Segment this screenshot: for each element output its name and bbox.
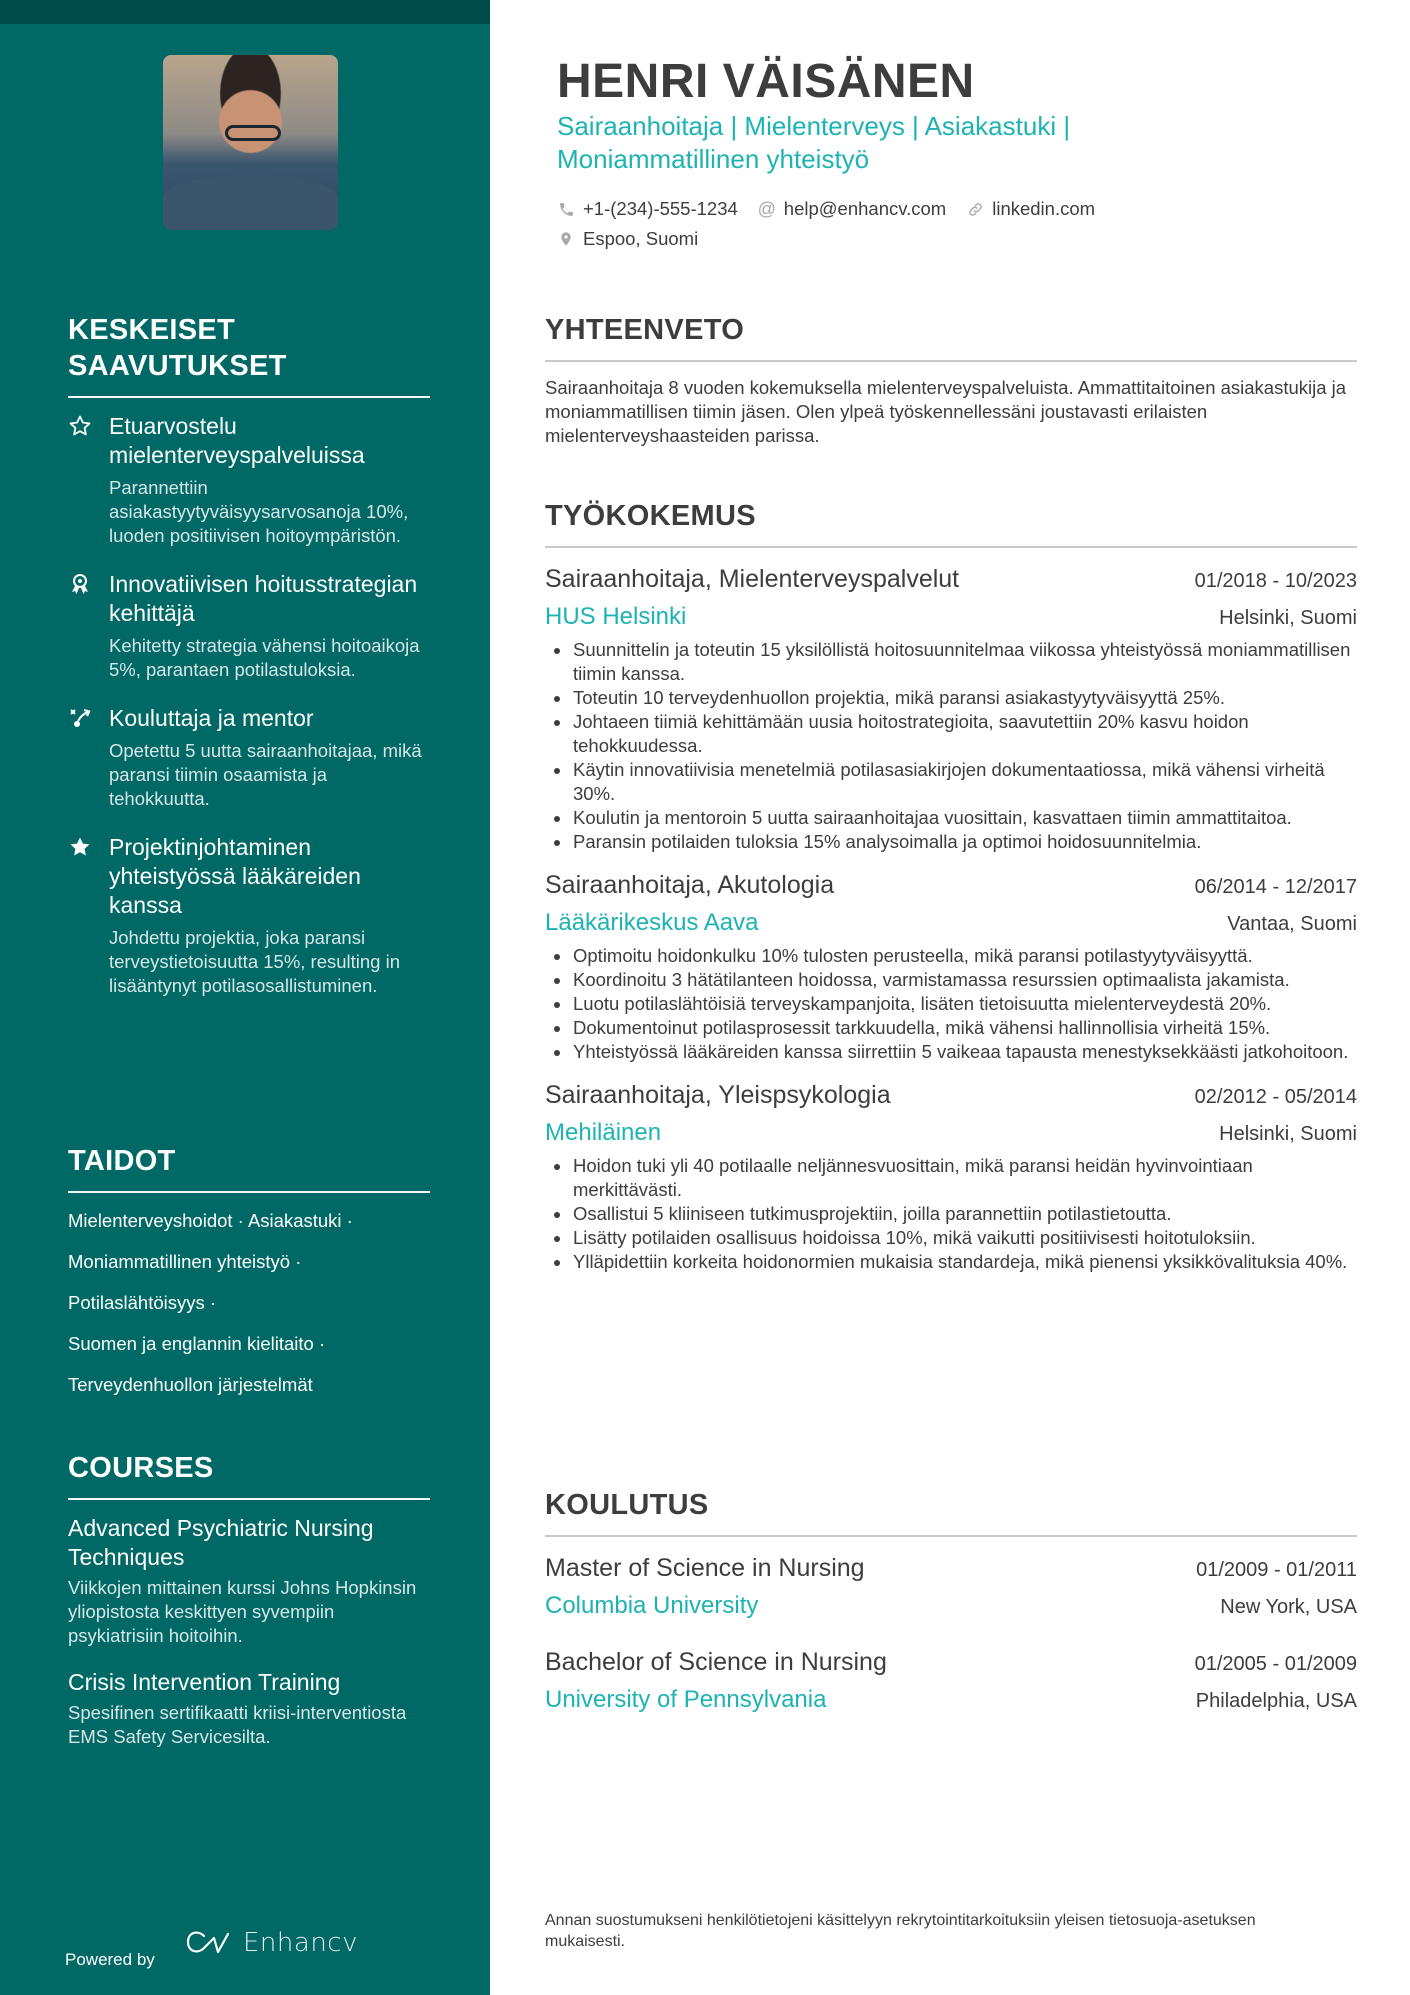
achievement-title: Projektinjohtaminen yhteistyössä lääkäreiden kanssa (109, 834, 361, 918)
achievement-title: Kouluttaja ja mentor (109, 705, 314, 731)
education-title: KOULUTUS (545, 1489, 709, 1521)
achievement-item (68, 570, 430, 682)
map-pin-icon (557, 230, 575, 248)
award-medal-icon (68, 572, 92, 596)
job-bullet: Dokumentoinut potilasprosessit tarkkuudella, mikä vähensi hallinnollisia virheitä 15%. (545, 1016, 1357, 1040)
skill-line: Moniammatillinen yhteistyö · (68, 1251, 302, 1272)
divider (545, 360, 1357, 362)
job-bullets (545, 638, 1357, 854)
location-contact (557, 228, 698, 250)
divider (68, 1191, 430, 1193)
skill-line: Potilaslähtöisyys · (68, 1292, 217, 1313)
job-company: Lääkärikeskus Aava (545, 909, 759, 936)
job-company: HUS Helsinki (545, 603, 687, 630)
job-bullet: Paransin potilaiden tuloksia 15% analysoimalla ja optimoi hoidosuunnitelmia. (545, 830, 1357, 854)
summary-title: YHTEENVETO (545, 314, 745, 346)
job-location: Helsinki, Suomi (1219, 607, 1357, 629)
courses-section (68, 1450, 430, 1769)
achievement-desc: Johdettu projektia, joka paransi terveystietoisuutta 15%, resulting in lisääntynyt potilasosallistuminen. (109, 927, 401, 996)
phone-icon (557, 200, 575, 218)
email-text: help@enhancv.com (783, 198, 947, 219)
skills-section (68, 1143, 430, 1414)
enhancv-logo-text[interactable]: Enhancv (243, 1928, 358, 1958)
profile-photo (163, 55, 338, 230)
link-icon (966, 200, 984, 218)
course-desc: Viikkojen mittainen kurssi Johns Hopkinsin yliopistosta keskittyen syvempiin psykiatrisiin hoitoihin. (68, 1577, 417, 1646)
education-entry (545, 1645, 1357, 1717)
phone-text: +1-(234)-555-1234 (583, 198, 738, 219)
achievement-title: Etuarvostelu mielenterveyspalveluissa (109, 413, 365, 468)
skill-line: Terveydenhuollon järjestelmät (68, 1374, 313, 1395)
job-bullet: Lisätty potilaiden osallisuus hoidoissa 10%, mikä vaikutti positiivisesti hoitotuloksiin. (545, 1226, 1357, 1250)
photo-shirt (163, 175, 338, 230)
sidebar-top-band (0, 0, 490, 24)
enhancv-logo-icon[interactable] (184, 1928, 232, 1956)
course-item (68, 1668, 430, 1749)
divider (68, 396, 430, 398)
job-dates: 02/2012 - 05/2014 (1194, 1086, 1357, 1108)
job-entry (545, 562, 1357, 854)
experience-title: TYÖKOKEMUS (545, 500, 756, 532)
star-outline-icon (68, 414, 92, 438)
education-location: New York, USA (1220, 1596, 1357, 1618)
summary-section (545, 312, 1357, 448)
job-title: Sairaanhoitaja, Yleispsykologia (545, 1081, 891, 1109)
education-location: Philadelphia, USA (1195, 1690, 1357, 1712)
job-location: Vantaa, Suomi (1227, 913, 1357, 935)
phone-contact[interactable] (557, 198, 738, 220)
achievement-item (68, 412, 430, 548)
powered-by-label: Powered by (65, 1950, 155, 1969)
at-sign-icon: @ (757, 198, 776, 219)
summary-text: Sairaanhoitaja 8 vuoden kokemuksella mielenterveyspalveluista. Ammattitaitoinen asiakastukija ja moniammatillisen tiimin jäsen. Olen ylpeä työskennellessäni joustavasti erilaisten mielenterveyshaasteiden parissa. (545, 377, 1347, 446)
star-filled-icon (68, 835, 92, 859)
school: University of Pennsylvania (545, 1686, 827, 1713)
course-title: Advanced Psychiatric Nursing Techniques (68, 1515, 374, 1570)
candidate-name: HENRI VÄISÄNEN (557, 55, 975, 108)
achievement-title: Innovatiivisen hoitusstrategian kehittäjä (109, 571, 418, 626)
achievement-item (68, 833, 430, 998)
job-location: Helsinki, Suomi (1219, 1123, 1357, 1145)
job-bullet: Johtaeen tiimiä kehittämään uusia hoitostrategioita, saavutettiin 20% kasvu hoidon tehokkuudessa. (545, 710, 1357, 758)
course-item (68, 1514, 430, 1648)
achievement-desc: Opetettu 5 uutta sairaanhoitajaa, mikä paransi tiimin osaamista ja tehokkuutta. (109, 740, 422, 809)
achievement-item (68, 704, 430, 811)
candidate-headline: Sairaanhoitaja | Mielenterveys | Asiakastuki | Moniammatillinen yhteistyö (557, 111, 1071, 174)
location-text: Espoo, Suomi (583, 228, 699, 249)
job-list (545, 562, 1357, 1274)
achievements-title: KESKEISET SAAVUTUKSET (68, 314, 287, 382)
education-entry (545, 1551, 1357, 1623)
degree: Master of Science in Nursing (545, 1554, 865, 1582)
job-bullet: Optimoitu hoidonkulku 10% tulosten perusteella, mikä paransi potilastyytyväisyyttä. (545, 944, 1357, 968)
photo-glasses (225, 125, 281, 141)
job-bullet: Toteutin 10 terveydenhuollon projektia, mikä paransi asiakastyytyväisyyttä 25%. (545, 686, 1357, 710)
job-title: Sairaanhoitaja, Akutologia (545, 871, 835, 899)
achievements-section (68, 312, 430, 1020)
job-title: Sairaanhoitaja, Mielenterveyspalvelut (545, 565, 960, 593)
linkedin-text: linkedin.com (992, 198, 1096, 219)
divider (545, 1535, 1357, 1537)
achievement-desc: Parannettiin asiakastyytyväisyysarvosanoja 10%, luoden positiivisen hoitoympäristön. (109, 477, 409, 546)
job-bullet: Osallistui 5 kliiniseen tutkimusprojektiin, joilla parannettiin potilastietoutta. (545, 1202, 1357, 1226)
job-bullet: Koordinoitu 3 hätätilanteen hoidossa, varmistamassa resurssien optimaalista jakamista. (545, 968, 1357, 992)
education-dates: 01/2005 - 01/2009 (1194, 1653, 1357, 1675)
job-dates: 01/2018 - 10/2023 (1194, 570, 1357, 592)
job-bullet: Ylläpidettiin korkeita hoidonormien mukaisia standardeja, mikä pienensi yksikkövalituksia 40%. (545, 1250, 1357, 1274)
job-bullet: Yhteistyössä lääkäreiden kanssa siirrettiin 5 vaikeaa tapausta menestyksekkäästi jatkohoitoon. (545, 1040, 1357, 1064)
skills-title: TAIDOT (68, 1145, 176, 1177)
job-entry (545, 868, 1357, 1064)
degree: Bachelor of Science in Nursing (545, 1648, 887, 1676)
job-bullet: Hoidon tuki yli 40 potilaalle neljännesvuosittain, mikä paransi heidän hyvinvointiaan merkittävästi. (545, 1154, 1357, 1202)
skill-line: Mielenterveyshoidot · Asiakastuki · (68, 1210, 353, 1231)
course-desc: Spesifinen sertifikaatti kriisi-interventiosta EMS Safety Servicesilta. (68, 1702, 407, 1747)
gdpr-consent: Annan suostumukseni henkilötietojeni käsittelyyn rekrytointitarkoituksiin yleisen tietosuoja-asetuksen mukaisesti. (545, 1912, 1256, 1950)
job-bullet: Koulutin ja mentoroin 5 uutta sairaanhoitajaa vuosittain, kasvattaen tiimin ammattitaitoa. (545, 806, 1357, 830)
education-dates: 01/2009 - 01/2011 (1196, 1559, 1357, 1581)
achievement-desc: Kehitetty strategia vähensi hoitoaikoja 5%, parantaen potilastuloksia. (109, 635, 420, 680)
experience-section (545, 498, 1357, 1288)
job-entry (545, 1078, 1357, 1274)
job-bullets (545, 944, 1357, 1064)
education-list (545, 1551, 1357, 1717)
email-contact[interactable] (758, 198, 946, 220)
strategy-route-icon (68, 706, 92, 730)
education-section (545, 1487, 1357, 1739)
school: Columbia University (545, 1592, 759, 1619)
job-bullets (545, 1154, 1357, 1274)
job-bullet: Luotu potilaslähtöisiä terveyskampanjoita, lisäten tietoisuutta mielenterveydestä 20%. (545, 992, 1357, 1016)
job-dates: 06/2014 - 12/2017 (1194, 876, 1357, 898)
job-company: Mehiläinen (545, 1119, 662, 1146)
courses-title: COURSES (68, 1452, 214, 1484)
sidebar (0, 0, 490, 1995)
skill-line: Suomen ja englannin kielitaito · (68, 1333, 326, 1354)
contact-info (557, 194, 1115, 254)
job-bullet: Suunnittelin ja toteutin 15 yksilöllistä hoitosuunnitelmaa viikossa yhteistyössä moniammatillisen tiimin kanssa. (545, 638, 1357, 686)
job-bullet: Käytin innovatiivisia menetelmiä potilasasiakirjojen dokumentaatiossa, mikä vähensi virheitä 30%. (545, 758, 1357, 806)
divider (545, 546, 1357, 548)
linkedin-contact[interactable] (966, 198, 1095, 220)
divider (68, 1498, 430, 1500)
course-title: Crisis Intervention Training (68, 1669, 341, 1695)
